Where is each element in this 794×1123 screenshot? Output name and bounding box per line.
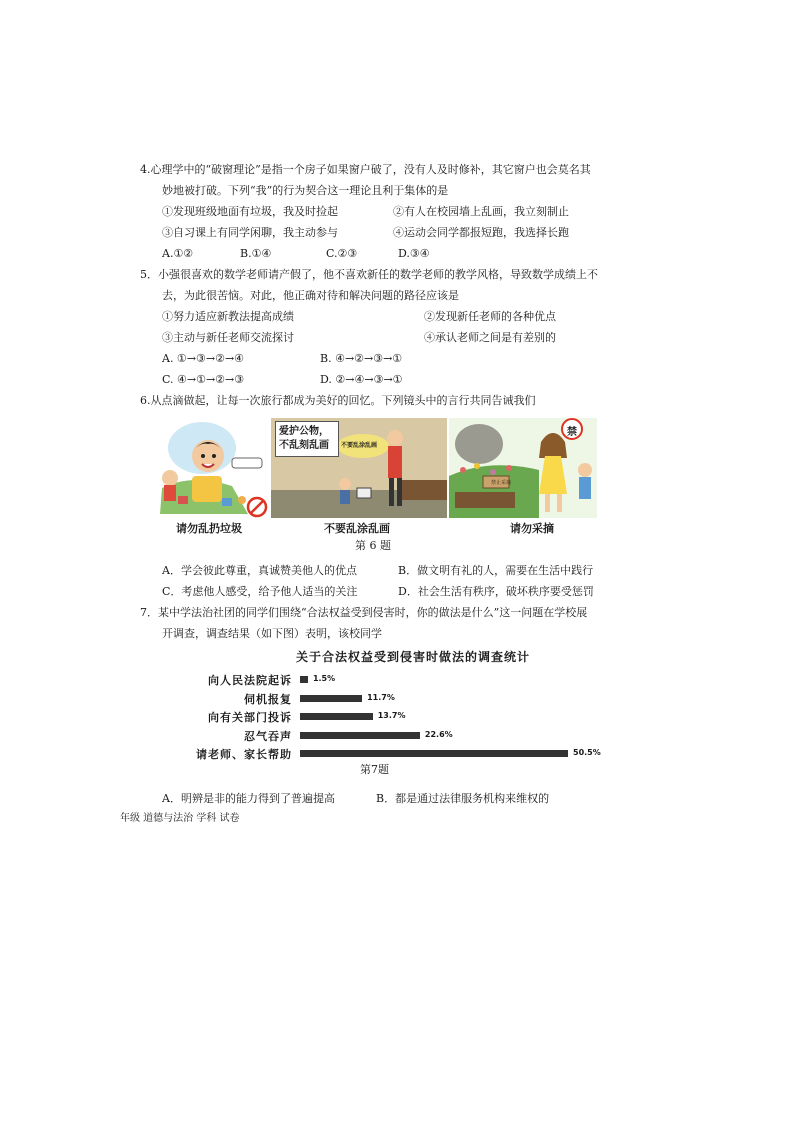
q4-stem-line2: 妙地被打破。下列“我”的行为契合这一理论且利于集体的是: [162, 184, 449, 197]
chart-value-label: 50.5%: [573, 748, 601, 757]
q6-option-a: A．学会彼此尊重，真诚赞美他人的优点: [162, 564, 357, 577]
q6-figure-label: 第 6 题: [355, 539, 391, 552]
q4-stem-line1: 4.心理学中的“破窗理论”是指一个房子如果窗户破了，没有人及时修补，其它窗户也会莫名其: [140, 163, 591, 176]
q6-option-c: C．考虑他人感受，给予他人适当的关注: [162, 585, 358, 598]
q5-option-d: D. ②→④→③→①: [320, 373, 403, 386]
no-littering-icon: [246, 496, 268, 518]
chart-category-label: 请老师、家长帮助: [196, 748, 292, 761]
chart-title: 关于合法权益受到侵害时做法的调查统计: [296, 650, 531, 664]
q6-stem-line1: 6.从点滴做起，让每一次旅行都成为美好的回忆。下列镜头中的言行共同告诫我们: [140, 394, 536, 407]
panel-caption-no-picking: 请勿采摘: [510, 522, 554, 535]
q4-option-a: A.①②: [162, 247, 194, 260]
q4-item-4: ④运动会同学都报短跑，我选择长跑: [393, 226, 569, 239]
chart-value-label: 13.7%: [377, 711, 406, 720]
q5-stem-line2: 去，为此很苦恼。对此，他正确对待和解决问题的路径应该是: [162, 289, 459, 302]
chart-category-label: 向有关部门投诉: [208, 711, 292, 724]
cartoon-no-picking: [449, 418, 597, 518]
cartoon-littering: [152, 418, 270, 518]
q4-item-1: ①发现班级地面有垃圾，我及时捡起: [162, 205, 338, 218]
q5-option-c: C. ④→①→②→③: [162, 373, 245, 386]
q4-option-d: D.③④: [398, 247, 430, 260]
q4-item-3: ③自习课上有同学闲聊，我主动参与: [162, 226, 338, 239]
q7-stem-line1: 7．某中学法治社团的同学们围绕“合法权益受到侵害时，你的做法是什么”这一问题在学校展: [140, 606, 588, 619]
q6-option-d: D．社会生活有秩序，破坏秩序要受惩罚: [398, 585, 594, 598]
q4-item-2: ②有人在校园墙上乱画，我立刻制止: [393, 205, 569, 218]
q5-item-4: ④承认老师之间是有差别的: [424, 331, 556, 344]
q4-option-b: B.①④: [240, 247, 272, 260]
chart-bar: [300, 732, 420, 739]
q7-figure-label: 第7题: [360, 763, 389, 776]
graffiti-warning-sign: 爱护公物， 不乱刻乱画: [275, 421, 339, 457]
q5-item-1: ①努力适应新教法提高成绩: [162, 310, 294, 323]
chart-bar: [300, 750, 568, 757]
chart-category-label: 向人民法院起诉: [208, 674, 292, 687]
q5-stem-line1: 5．小强很喜欢的数学老师请产假了，他不喜欢新任的数学老师的教学风格，导致数学成绩上不: [140, 268, 598, 281]
q7-option-a: A．明辨是非的能力得到了普遍提高: [162, 792, 335, 805]
chart-value-label: 22.6%: [424, 729, 453, 739]
q7-option-b: B．都是通过法律服务机构来维权的: [376, 792, 550, 805]
panel-caption-graffiti: 不要乱涂乱画: [324, 522, 390, 535]
graffiti-banner-text: 不要乱涂乱画: [341, 442, 378, 449]
chart-category-label: 忍气吞声: [244, 729, 292, 743]
q5-item-3: ③主动与新任老师交流探讨: [162, 331, 294, 344]
q6-option-b: B．做文明有礼的人，需要在生活中践行: [398, 564, 594, 577]
q4-option-c: C.②③: [326, 247, 358, 260]
chart-bar: [300, 695, 362, 702]
q5-option-b: B. ④→②→③→①: [320, 352, 403, 365]
panel-caption-littering: 请勿乱扔垃圾: [176, 522, 242, 535]
chart-bar: [300, 676, 308, 683]
chart-value-label: 11.7%: [367, 692, 395, 702]
chart-category-label: 伺机报复: [244, 692, 292, 706]
page-footer: 年级 道德与法治 学科 试卷: [120, 813, 240, 824]
q5-option-a: A. ①→③→②→④: [162, 352, 245, 365]
chart-bar: [300, 713, 373, 720]
cartoon-graffiti: [271, 418, 447, 518]
q5-item-2: ②发现新任老师的各种优点: [424, 310, 556, 323]
no-picking-sign-text: 禁止采摘: [491, 480, 512, 486]
chart-value-label: 1.5%: [312, 674, 336, 683]
q7-stem-line2: 开调查，调查结果（如下图）表明，该校同学: [162, 627, 382, 640]
no-picking-icon: 禁: [561, 418, 583, 440]
